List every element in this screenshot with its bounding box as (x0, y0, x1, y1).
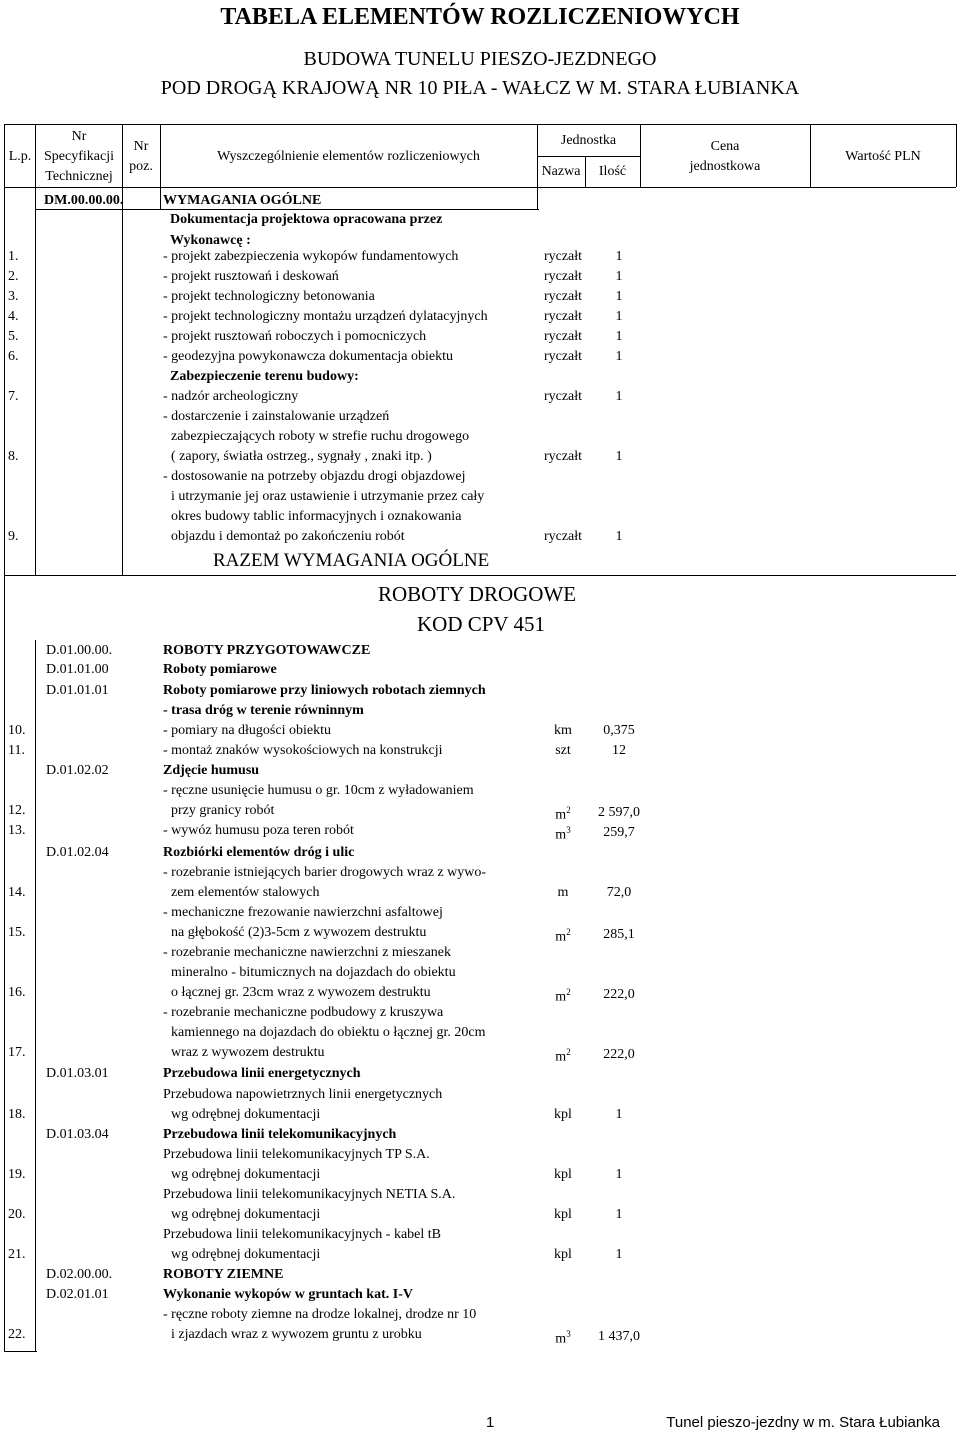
row-quantity: 1 (615, 269, 623, 284)
row-description-line: przy granicy robót (171, 803, 275, 818)
row-description-line: - rozebranie mechaniczne nawierzchni z mieszanek (163, 945, 451, 960)
row-description-line: wg odrębnej dokumentacji (171, 1167, 321, 1182)
row-description-line: - trasa dróg w terenie równinnym (163, 703, 364, 718)
header-description: Wyszczególnienie elementów rozliczeniowych (217, 149, 480, 164)
row-description-line: zabezpieczających roboty w strefie ruchu drogowego (171, 429, 470, 444)
row-spec-code: D.01.02.02 (46, 763, 109, 778)
row-spec-code: D.01.03.01 (46, 1066, 109, 1081)
row-description-line: wg odrębnej dokumentacji (171, 1207, 321, 1222)
header-price-line2: jednostkowa (689, 159, 761, 174)
footer-document-name: Tunel pieszo-jezdny w m. Stara Łubianka (666, 1414, 940, 1431)
row-number: 21. (8, 1247, 26, 1262)
header-lp: L.p. (8, 149, 32, 164)
header-spec-line3: Technicznej (45, 169, 113, 184)
row-description-line: - projekt rusztowań roboczych i pomocniczych (163, 329, 427, 344)
header-unit-name: Nazwa (541, 164, 581, 179)
row-description-line: - rozebranie istniejących barier drogowych wraz z wywo- (163, 865, 487, 880)
row-spec-code: D.01.01.01 (46, 683, 109, 698)
row-description-line: - nadzór archeologiczny (163, 389, 299, 404)
row-description-line: - ręczne roboty ziemne na drodze lokalnej, drodze nr 10 (163, 1307, 477, 1322)
row-description-line: - projekt rusztowań i deskowań (163, 269, 339, 284)
row-number: 16. (8, 985, 26, 1000)
section-title-wymagania: WYMAGANIA OGÓLNE (163, 193, 322, 208)
row-number: 13. (8, 823, 26, 838)
row-number: 8. (8, 449, 19, 464)
row-number: 11. (8, 743, 25, 758)
row-number: 9. (8, 529, 19, 544)
row-number: 2. (8, 269, 19, 284)
row-description-line: o łącznej gr. 23cm wraz z wywozem destruktu (171, 985, 431, 1000)
row-number: 10. (8, 723, 26, 738)
row-unit: kpl (554, 1167, 572, 1182)
row-number: 6. (8, 349, 19, 364)
row-description-line: kamiennego na dojazdach do obiektu o łącznej gr. 20cm (171, 1025, 486, 1040)
row-description-line: Roboty pomiarowe (163, 662, 277, 677)
row-unit: km (554, 723, 572, 738)
row-quantity: 12 (612, 743, 626, 758)
row-description-line: Przebudowa napowietrznych linii energetycznych (163, 1087, 443, 1102)
row-spec-code: D.01.02.04 (46, 845, 109, 860)
row-description-line: i zjazdach wraz z wywozem gruntu z urobku (171, 1327, 422, 1342)
row-number: 4. (8, 309, 19, 324)
row-description-line: ( zapory, światła ostrzeg., sygnały , znaki itp. ) (171, 449, 432, 464)
header-spec-line2: Specyfikacji (44, 149, 114, 164)
section-subtitle-wykonawca: Wykonawcę : (170, 233, 251, 248)
section-code-dm: DM.00.00.00. (44, 193, 124, 208)
row-quantity: 1 (615, 309, 623, 324)
row-unit: ryczałt (543, 349, 583, 364)
row-unit: ryczałt (543, 529, 583, 544)
section-subtitle-zabezpieczenie: Zabezpieczenie terenu budowy: (170, 369, 359, 384)
row-description-line: - projekt technologiczny montażu urządzeń dylatacyjnych (163, 309, 488, 324)
header-value: Wartość PLN (845, 149, 921, 164)
row-description-line: Wykonanie wykopów w gruntach kat. I-V (163, 1287, 413, 1302)
row-unit: ryczałt (543, 309, 583, 324)
row-number: 14. (8, 885, 26, 900)
row-number: 12. (8, 803, 26, 818)
row-description-line: objazdu i demontaż po zakończeniu robót (171, 529, 405, 544)
row-description-line: mineralno - bitumicznych na dojazdach do obiektu (171, 965, 456, 980)
row-unit: ryczałt (543, 249, 583, 264)
row-quantity: 1 (615, 249, 623, 264)
row-unit: $m^2$ (555, 927, 571, 945)
row-number: 17. (8, 1045, 26, 1060)
row-unit: ryczałt (543, 289, 583, 304)
row-quantity: 1 437,0 (598, 1329, 640, 1344)
row-number: 3. (8, 289, 19, 304)
row-description-line: - montaż znaków wysokościowych na konstrukcji (163, 743, 443, 758)
row-description-line: na głębokość (2)3-5cm z wywozem destruktu (171, 925, 427, 940)
row-quantity: 222,0 (603, 1047, 635, 1062)
row-spec-code: D.01.01.00 (46, 662, 109, 677)
row-unit: kpl (554, 1247, 572, 1262)
row-description-line: ROBOTY PRZYGOTOWAWCZE (163, 643, 371, 658)
row-number: 20. (8, 1207, 26, 1222)
section-title-roboty-drogowe: ROBOTY DROGOWE (378, 582, 577, 606)
document-title: TABELA ELEMENTÓW ROZLICZENIOWYCH (220, 4, 740, 30)
section-subtitle-dokumentacja: Dokumentacja projektowa opracowana przez (170, 212, 443, 227)
section-kod-cpv: KOD CPV 451 (417, 612, 545, 636)
row-quantity: 1 (615, 449, 623, 464)
row-spec-code: D.02.01.01 (46, 1287, 109, 1302)
row-description-line: ROBOTY ZIEMNE (163, 1267, 284, 1282)
row-unit: $m^2$ (555, 1047, 571, 1065)
row-unit: szt (555, 743, 571, 758)
row-description-line: Przebudowa linii telekomunikacyjnych TP S.A. (163, 1147, 430, 1162)
row-description-line: wraz z wywozem destruktu (171, 1045, 325, 1060)
row-unit: ryczałt (543, 329, 583, 344)
row-number: 5. (8, 329, 19, 344)
row-unit: kpl (554, 1107, 572, 1122)
row-quantity: 1 (615, 289, 623, 304)
row-quantity: 259,7 (603, 825, 635, 840)
row-description-line: - projekt technologiczny betonowania (163, 289, 375, 304)
row-unit: $m^3$ (555, 825, 571, 843)
row-description-line: wg odrębnej dokumentacji (171, 1107, 321, 1122)
row-number: 19. (8, 1167, 26, 1182)
row-unit: ryczałt (543, 389, 583, 404)
row-quantity: 1 (615, 529, 623, 544)
row-unit: $m^2$ (555, 805, 571, 823)
row-number: 15. (8, 925, 26, 940)
row-quantity: 2 597,0 (598, 805, 640, 820)
row-description-line: - ręczne usunięcie humusu o gr. 10cm z wyładowaniem (163, 783, 474, 798)
header-unit-qty: Ilość (598, 164, 627, 179)
row-description-line: Przebudowa linii telekomunikacyjnych NETIA S.A. (163, 1187, 456, 1202)
row-number: 1. (8, 249, 19, 264)
row-description-line: Rozbiórki elementów dróg i ulic (163, 845, 355, 860)
row-description-line: wg odrębnej dokumentacji (171, 1247, 321, 1262)
row-quantity: 1 (615, 1207, 623, 1222)
row-quantity: 1 (615, 1167, 623, 1182)
row-description-line: Zdjęcie humusu (163, 763, 260, 778)
section-total-label: RAZEM WYMAGANIA OGÓLNE (213, 550, 490, 571)
row-description-line: Przebudowa linii telekomunikacyjnych - kabel tB (163, 1227, 441, 1242)
row-quantity: 0,375 (603, 723, 635, 738)
row-quantity: 1 (615, 389, 623, 404)
header-nrpoz-line1: Nr (133, 139, 149, 154)
row-quantity: 1 (615, 1107, 623, 1122)
header-price-line1: Cena (710, 139, 740, 154)
row-spec-code: D.01.00.00. (46, 643, 113, 658)
row-description-line: zem elementów stalowych (171, 885, 320, 900)
row-quantity: 285,1 (603, 927, 635, 942)
row-unit: ryczałt (543, 449, 583, 464)
row-description-line: Przebudowa linii telekomunikacyjnych (163, 1127, 397, 1142)
row-number: 7. (8, 389, 19, 404)
row-quantity: 1 (615, 329, 623, 344)
row-description-line: - dostosowanie na potrzeby objazdu drogi objazdowej (163, 469, 466, 484)
header-nrpoz-line2: poz. (129, 159, 153, 174)
row-unit: ryczałt (543, 269, 583, 284)
row-unit: m (557, 885, 569, 900)
row-description-line: - mechaniczne frezowanie nawierzchni asfaltowej (163, 905, 443, 920)
row-description-line: - wywóz humusu poza teren robót (163, 823, 354, 838)
row-spec-code: D.01.03.04 (46, 1127, 109, 1142)
row-description-line: Roboty pomiarowe przy liniowych robotach ziemnych (163, 683, 486, 698)
row-quantity: 222,0 (603, 987, 635, 1002)
page-number: 1 (486, 1414, 495, 1431)
row-description-line: okres budowy tablic informacyjnych i oznakowania (171, 509, 462, 524)
row-description-line: - dostarczenie i zainstalowanie urządzeń (163, 409, 390, 424)
document-subtitle-1: BUDOWA TUNELU PIESZO-JEZDNEGO (303, 48, 657, 70)
row-description-line: - pomiary na długości obiektu (163, 723, 331, 738)
row-number: 18. (8, 1107, 26, 1122)
row-unit: $m^2$ (555, 987, 571, 1005)
row-description-line: Przebudowa linii energetycznych (163, 1066, 361, 1081)
row-quantity: 1 (615, 349, 623, 364)
row-number: 22. (8, 1327, 26, 1342)
row-unit: $m^3$ (555, 1329, 571, 1347)
document-subtitle-2: POD DROGĄ KRAJOWĄ NR 10 PIŁA - WAŁCZ W M. STARA ŁUBIANKA (160, 77, 800, 99)
row-quantity: 1 (615, 1247, 623, 1262)
header-spec-line1: Nr (71, 129, 87, 144)
row-description-line: i utrzymanie jej oraz ustawienie i utrzymanie przez cały (171, 489, 485, 504)
row-quantity: 72,0 (606, 885, 632, 900)
header-unit: Jednostka (560, 133, 617, 148)
row-description-line: - projekt zabezpieczenia wykopów fundamentowych (163, 249, 459, 264)
row-description-line: - geodezyjna powykonawcza dokumentacja obiektu (163, 349, 454, 364)
row-spec-code: D.02.00.00. (46, 1267, 113, 1282)
row-unit: kpl (554, 1207, 572, 1222)
row-description-line: - rozebranie mechaniczne podbudowy z kruszywa (163, 1005, 444, 1020)
